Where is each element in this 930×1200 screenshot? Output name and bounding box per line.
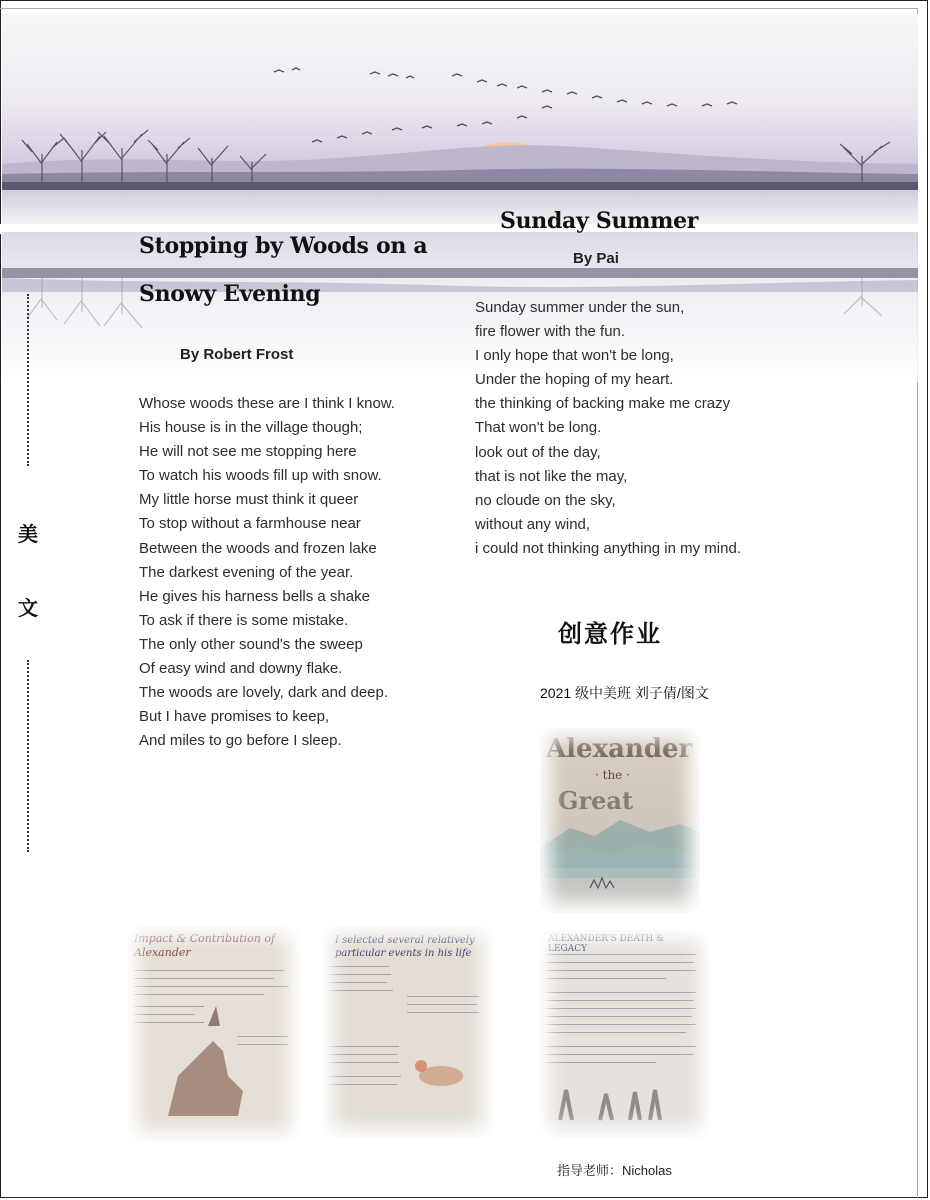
poem2-title: Sunday Summer — [500, 208, 699, 234]
poem-line: My little horse must think it queer — [139, 491, 359, 509]
poem1-author: By Robert Frost — [180, 346, 294, 363]
poem2-author: By Pai — [573, 250, 619, 267]
poem1-title: Stopping by Woods on a Snowy Evening — [139, 233, 428, 307]
cover-title-line1: Alexander — [546, 734, 693, 764]
page1-heading: Impact & Contribution of Alexander — [134, 932, 276, 959]
poem-line: no cloude on the sky, — [475, 491, 616, 509]
side-dotted-line-bottom — [27, 660, 29, 852]
mountain-illustration — [540, 728, 700, 913]
side-label-char-bottom: 文 — [18, 596, 38, 620]
side-label-char-top: 美 — [18, 522, 38, 546]
figures-illustration — [540, 930, 710, 1138]
poem-line: To stop without a farmhouse near — [139, 515, 361, 533]
creative-section-title: 创意作业 — [558, 621, 662, 648]
poem-line: His house is in the village though; — [139, 419, 363, 437]
poem-line: But I have promises to keep, — [139, 708, 330, 726]
poem-line: look out of the day, — [475, 443, 601, 461]
poem-line: The darkest evening of the year. — [139, 563, 354, 581]
cover-title-line2: · the · — [595, 768, 630, 782]
notebook-page-image-2 — [323, 926, 493, 1138]
poem2-body — [475, 296, 741, 561]
poem-line: That won't be long. — [475, 419, 602, 437]
poem-line: He gives his harness bells a shake — [139, 587, 370, 605]
poem-line: fire flower with the fun. — [475, 323, 626, 341]
poem-line: To watch his woods fill up with snow. — [139, 467, 382, 485]
poem-line: He will not see me stopping here — [139, 443, 357, 461]
poem-line: Of easy wind and downy flake. — [139, 660, 343, 678]
poem-line: the thinking of backing make me crazy — [475, 395, 731, 413]
book-cover-image — [540, 728, 700, 913]
cover-title-line3: Great — [558, 786, 634, 815]
poem-line: Between the woods and frozen lake — [139, 539, 377, 557]
poem-line: To ask if there is some mistake. — [139, 611, 349, 629]
poem-line: that is not like the may, — [475, 467, 628, 485]
poem1-body — [139, 392, 395, 753]
poem-line: Under the hoping of my heart. — [475, 371, 674, 389]
poem-line: And miles to go before I sleep. — [139, 732, 342, 750]
poem-line: i could not thinking anything in my mind. — [475, 539, 741, 557]
poem-line: The woods are lovely, dark and deep. — [139, 684, 389, 702]
horse-rider-illustration — [128, 926, 300, 1142]
side-dotted-line-top — [27, 294, 29, 466]
teacher-credit: 指导老师：Nicholas — [557, 1163, 672, 1178]
battle-illustration — [323, 926, 493, 1138]
page3-heading: ALEXANDER'S DEATH & LEGACY — [548, 934, 665, 954]
page2-heading: I selected several relatively particular events in his life — [335, 935, 475, 959]
notebook-page-image-1 — [128, 926, 300, 1142]
poem-line: Whose woods these are I think I know. — [139, 395, 395, 412]
poem-line: Sunday summer under the sun, — [475, 299, 685, 316]
poem-line: The only other sound's the sweep — [139, 635, 363, 653]
header-banner-image — [2, 14, 918, 226]
creative-credit: 2021 级中美班 刘子倩/图文 — [540, 685, 709, 701]
poem-line: I only hope that won't be long, — [475, 347, 674, 365]
poem-line: without any wind, — [475, 515, 591, 533]
notebook-page-image-3 — [540, 930, 710, 1138]
